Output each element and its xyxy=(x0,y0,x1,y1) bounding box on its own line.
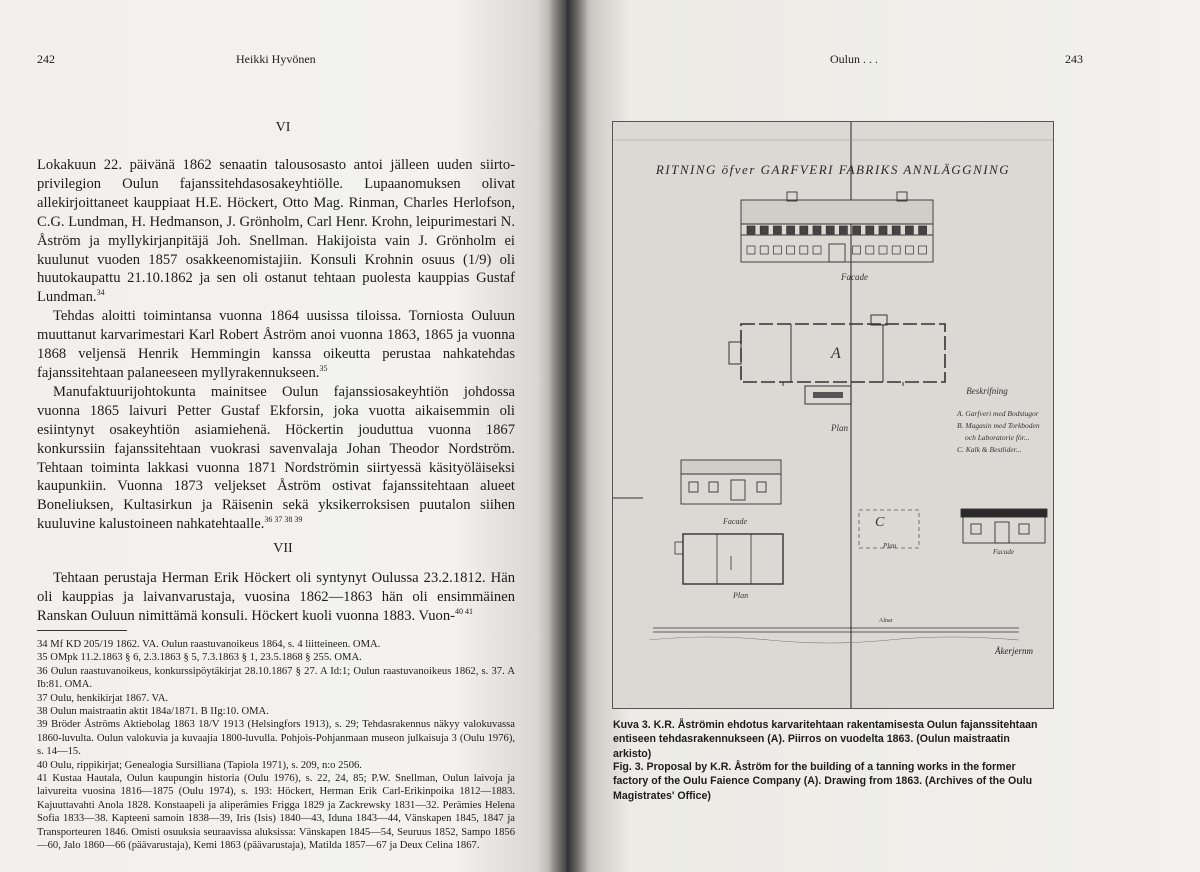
window xyxy=(747,226,755,234)
window xyxy=(813,226,821,234)
page-number-left: 242 xyxy=(37,52,55,66)
window xyxy=(905,226,913,234)
footnote-41: 41 Kustaa Hautala, Oulun kaupungin historia (Oulu 1976), s. 22, 24, 85; P.W. Snellman, Oulun laivoja ja laivureita vuosina 1816—1875 (Oulu 1974), s. 193: Höckert, Herman Erik Carl-Erikinpoika 1812—1883. Kajuuttavahti Anola 1828. Konstaapeli ja aliperämies Frigga 1829 ja Zackrewsky 1831—32. Perämies Helena Sofia 1833—38. Kapteeni samoin 1838—39, Iris (Isis) 1840—43, Iduna 1843—44, Vänskapen 1845, 1847 ja Transporteuren 1846. Omisti osuuksia seuraavissa aluksissa: Vänskapen 1845—54, Seuruus 1852, Sampo 1856—60, Jalo 1860—66 (päävarustaja), Kemi 1863 (päävarustaja), Matilda 1857—67 ja Deux Celina 1867. xyxy=(37,773,515,852)
legend-line-1: A. Garfveri med Bodstugor xyxy=(957,409,1039,418)
window xyxy=(800,226,808,234)
footnotes xyxy=(37,638,515,853)
facade-label-main: Facade xyxy=(841,272,868,282)
note-ref-40-41: 40 41 xyxy=(454,606,473,616)
footnote-35: 35 OMpk 11.2.1863 § 6, 2.3.1863 § 5, 7.3.1863 § 1, 23.5.1868 § 255. OMA. xyxy=(37,652,362,664)
legend-line-4: C. Kalk & Bestlider... xyxy=(957,445,1022,454)
section-heading-vi: VI xyxy=(275,120,291,135)
drawing-title: RITNING öfver GARFVERI FABRIKS ANNLÄGGNING xyxy=(655,162,1011,177)
body-text-section-vii xyxy=(37,569,515,626)
section-heading-vii: VII xyxy=(273,541,293,556)
window xyxy=(919,226,927,234)
drawing-signature: Åkerjernm xyxy=(995,646,1033,656)
footnote-34: 34 Mf KD 205/19 1862. VA. Oulun raastuvanoikeus 1864, s. 4 liitteineen. OMA. xyxy=(37,639,381,650)
window xyxy=(760,226,768,234)
window xyxy=(879,226,887,234)
legend-title: Beskrifning xyxy=(966,386,1008,396)
footnote-38: 38 Oulun maistraatin aktit 184a/1871. B IIg:10. OMA. xyxy=(37,706,269,718)
footnote-37: 37 Oulu, henkikirjat 1867. VA. xyxy=(37,692,169,704)
window xyxy=(839,226,847,234)
body-text-section-vi xyxy=(37,156,515,534)
paragraph-4: Tehtaan perustaja Herman Erik Höckert oli syntynyt Oulussa 23.2.1812. Hän oli kauppias ja laivanvarustaja, vuosina 1862—1863 hän oli ensimmäinen Ranskan Ouluun nimittämä konsuli. Höckert kuoli vuonna 1883. Vuon-$^{40 41}$ xyxy=(37,570,515,624)
plan-label-small: Plan xyxy=(733,591,749,600)
facade-label-shed: Facade xyxy=(993,548,1014,556)
paragraph-3: Manufaktuurijohtokunta mainitsee Oulun fajanssiosakeyhtiön johdossa vuonna 1865 laivuri Petter Gustaf Ekforsin, joka vuotta aikaisemmin oli esiintynyt osakeyhtiön asiamiehenä. Höckertin jouduttua vuonna 1867 konkurssiin fajanssitehtaan vuokrasi savenvalaja Johan Theodor Nordström. Tehtaan toiminta lakkasi vuonna 1871 Nordströmin siirtyessä käsityöläiseksi kaupunkiin. Vuonna 1873 veljekset Åström ostivat fajanssitehtaan alueet Boneliuksen, Kultasirkun ja Räisenin sekä yksikerroksisen puutalon siihen kuuluvine kalustoineen nahkatehtaalle.$^{36 37 38 39}$ xyxy=(37,383,515,533)
left-page xyxy=(0,0,566,872)
running-head-left: Heikki Hyvönen xyxy=(236,52,316,66)
legend-line-3: och Laboratorie för... xyxy=(965,433,1030,442)
footnote-39: 39 Bröder Åströms Aktiebolag 1863 18/V 1913 (Helsingfors 1913), s. 29; Tehdasrakennus näkyy valokuvassa 1860-luvulta. Oulun valokuvia ja kuvaajia 1800-luvulla. Pohjois-Pohjanmaan museon julkaisuja 3 (Oulu 1976), s. 14—15. xyxy=(37,719,515,758)
note-ref-35: 35 xyxy=(319,364,328,374)
running-head-right: Oulun . . . xyxy=(830,52,878,66)
window xyxy=(866,226,874,234)
architectural-drawing-figure xyxy=(612,121,1054,709)
facade-label-small: Facade xyxy=(723,517,747,526)
footnote-36: 36 Oulun raastuvanoikeus, konkurssipöytäkirjat 28.10.1867 § 27. A Id:1; Oulun raastuvanoikeus 1862, s. 37. A Ib:81. OMA. xyxy=(37,665,515,691)
window xyxy=(787,226,795,234)
window xyxy=(853,226,861,234)
book-gutter-shadow xyxy=(548,0,588,872)
paragraph-2: Tehdas aloitti toimintansa vuonna 1864 uusissa tiloissa. Torniosta Ouluun muuttanut karvarimestari Karl Robert Åström anoi vuonna 1863, 1865 ja vuonna 1868 veljensä Henrik Hemmingin kanssa oikeutta perustaa nahkatehdas fajanssitehtaan palaneeseen myllyrakennukseen.$^{35}$ xyxy=(37,308,515,381)
note-ref-34: 34 xyxy=(96,288,105,298)
window xyxy=(773,226,781,234)
page-number-right: 243 xyxy=(1065,52,1083,66)
building-letter-c: C xyxy=(875,515,885,530)
window xyxy=(826,226,834,234)
drawing-svg xyxy=(613,122,1053,708)
scale-label: Alnar xyxy=(879,618,893,624)
note-ref-36-39: 36 37 38 39 xyxy=(264,515,303,525)
window xyxy=(892,226,900,234)
plan-label-c: Plan xyxy=(883,542,897,550)
plan-label-main: Plan xyxy=(831,423,848,433)
building-letter-a: A xyxy=(831,345,841,362)
footnote-40: 40 Oulu, rippikirjat; Genealogia Sursilliana (Tapiola 1971), s. 209, n:o 2506. xyxy=(37,759,362,771)
footnote-rule xyxy=(37,630,127,631)
paragraph-1: Lokakuun 22. päivänä 1862 senaatin talousosasto antoi jälleen uuden siirto-privilegion Oulun fajanssitehdasosakeyhtiölle. Lupaanomuksen olivat allekirjoittaneet kauppiaat H.E. Höckert, Otto Mag. Rinman, Charles Herlofson, C.G. Lundman, H. Hedmanson, J. Grönholm, Carl Henr. Krohn, leipurimestari N. Åström ja myllykirjanpitäjä Joh. Snellman. Hakijoista vain J. Grönholm ei kuulunut vuoden 1857 osakkeenomistajiin. Konsuli Krohnin osuus (1/9) oli huutokaupattu 21.10.1862 ja sen oli ostanut tehtaan puolesta kauppias Gustaf Lundman.$^{34}$ xyxy=(37,157,515,306)
figure-caption-english: Fig. 3. Proposal by K.R. Åström for the building of a tanning works in the former factory of the Oulu Faience Company (A). Drawing from 1863. (Archives of the Oulu Magistrates' Office) xyxy=(613,761,1033,802)
legend-line-2: B. Magasin med Torkboden xyxy=(957,421,1040,430)
figure-caption-finnish: Kuva 3. K.R. Åströmin ehdotus karvaritehtaan rakentamisesta Oulun fajanssitehtaan entiseen tehdasrakennukseen (A). Piirros on vuodelta 1863. (Oulun maistraatin arkisto) xyxy=(613,719,1038,760)
